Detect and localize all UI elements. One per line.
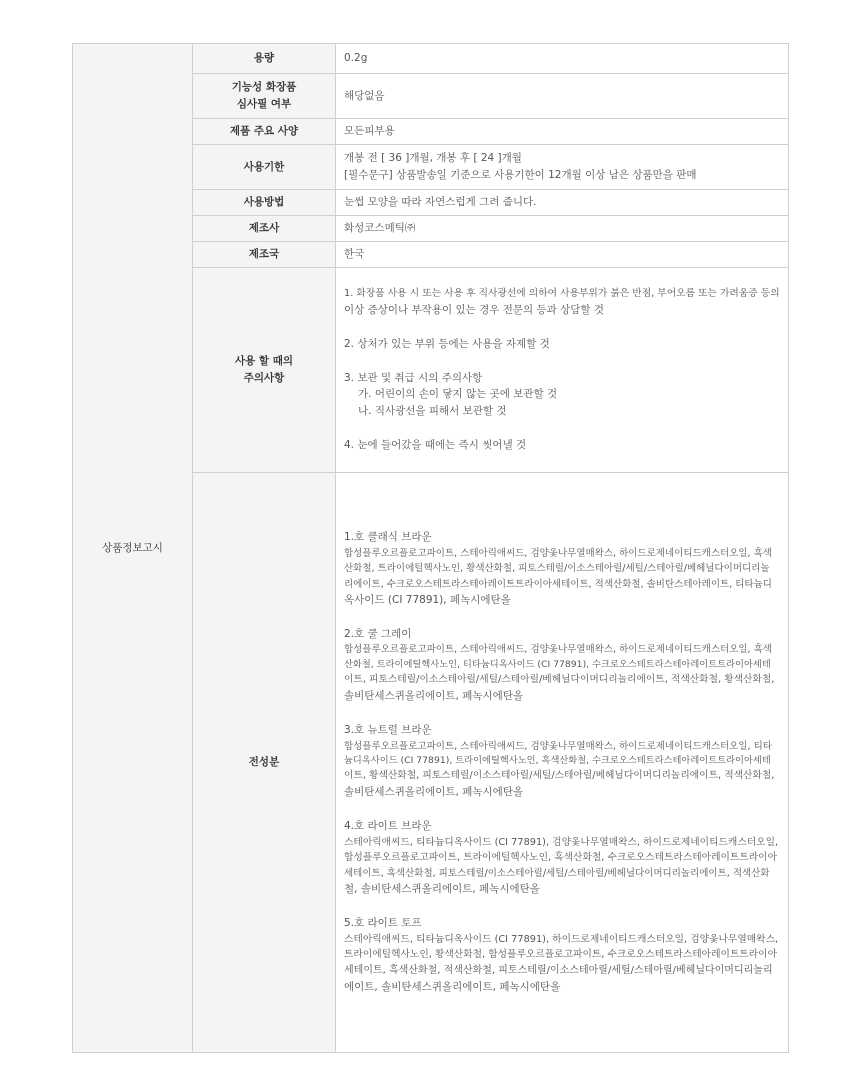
row-value-caution (336, 268, 789, 473)
ingredient-line: 늄디옥사이드 (CI 77891), 트라이에틸헥사노인, 흑색산화철, 수크로오스테트라스테아레이트트라이아세테 (344, 754, 771, 766)
row-label-expiry: 사용기한 (193, 145, 336, 190)
ingredient-group (344, 529, 780, 608)
caution-item-3: 3. 보관 및 취급 시의 주의사항 (344, 371, 483, 384)
expiry-notice-line: [필수문구] 상품발송일 기준으로 사용기한이 12개월 이상 남은 상품만을 판매 (344, 169, 697, 181)
ingredient-line: 트라이에틸헥사노인, 황색산화철, 합성플루오르플로고파이트, 수크로오스테트라스테아레이트트라이아 (344, 949, 778, 961)
caution-item-3b: 나. 직사광선을 피해서 보관할 것 (358, 405, 507, 418)
ingredient-line: 리에이트, 수크로오스테트라스테아레이트트라이아세테이트, 적색산화철, 솔비탄스테아레이트, 티타늄디 (344, 578, 772, 590)
ingredient-group-title: 3.호 뉴트럴 브라운 (344, 723, 432, 736)
row-label-maker: 제조사 (193, 216, 336, 242)
ingredient-line: 스테아릭애씨드, 티타늄디옥사이드 (CI 77891), 검양옻나무열매왁스, 하이드로제네이티드캐스터오일, (344, 836, 779, 848)
ingredient-line: 세테이트, 흑색산화철, 적색산화철, 피토스테릴/이소스테아릴/세틸/스테아릴/베헤닐다이머디리놀리 (344, 964, 773, 976)
ingredient-line: 에이트, 솔비탄세스퀴올리에이트, 페녹시에탄올 (344, 980, 561, 993)
ingredient-group (344, 722, 780, 801)
product-info-table (72, 43, 789, 1053)
row-label-usage: 사용방법 (193, 190, 336, 216)
label-line: 심사필 여부 (236, 98, 292, 110)
ingredient-line: 산화철, 트라이에틸헥사노인, 황색산화철, 피토스테릴/이소스테아릴/세틸/스테아릴/베헤닐다이머디리놀 (344, 563, 770, 575)
row-value-functional: 해당없음 (336, 74, 789, 119)
ingredient-group (344, 915, 780, 996)
ingredient-line: 솔비탄세스퀴올리에이트, 페녹시에탄올 (344, 786, 524, 799)
row-label-caution (193, 268, 336, 473)
row-label-spec: 제품 주요 사양 (193, 119, 336, 145)
ingredient-line: 이트, 황색산화철, 피토스테릴/이소스테아릴/세틸/스테아릴/베헤닐다이머디리놀리에이트, 적색산화철, (344, 770, 775, 782)
caution-item-1-line: 이상 증상이나 부작용이 있는 경우 전문의 등과 상담할 것 (344, 303, 604, 316)
row-label-volume: 용량 (193, 44, 336, 74)
row-label-ingredients: 전성분 (193, 473, 336, 1053)
ingredient-group (344, 626, 780, 705)
ingredient-group-title: 2.호 쿨 그레이 (344, 627, 412, 640)
row-value-volume: 0.2g (336, 44, 789, 74)
ingredient-line: 합성플루오르플로고파이트, 스테아릭애씨드, 검양옻나무열매왁스, 하이드로제네이티드캐스터오일, 흑색 (344, 644, 772, 656)
label-line: 사용 할 때의 (234, 355, 294, 368)
ingredient-line: 옥사이드 (CI 77891), 페녹시에탄올 (344, 593, 511, 606)
caution-item-4: 4. 눈에 들어갔을 때에는 즉시 씻어낼 것 (344, 438, 527, 451)
section-title: 상품정보고시 (73, 44, 193, 1053)
ingredient-group (344, 818, 780, 898)
ingredient-group-title: 5.호 라이트 토프 (344, 916, 422, 929)
ingredient-line: 합성플루오르플로고파이트, 스테아릭애씨드, 검양옻나무열매왁스, 하이드로제네이티드캐스터오일, 흑색 (344, 548, 772, 560)
row-value-maker: 화성코스메틱㈜ (336, 216, 789, 242)
caution-item-2: 2. 상처가 있는 부위 등에는 사용을 자제할 것 (344, 337, 550, 350)
ingredient-line: 산화철, 트라이에틸헥사노인, 티타늄디옥사이드 (CI 77891), 수크로오스테트라스테아레이트트라이아세테 (344, 658, 771, 670)
ingredient-group-title: 1.호 클래식 브라운 (344, 531, 432, 544)
label-line: 주의사항 (243, 372, 285, 384)
expiry-line: 개봉 전 [ 36 ]개월, 개봉 후 [ 24 ]개월 (344, 152, 522, 165)
ingredient-line: 합성플루오르플로고파이트, 스테아릭애씨드, 검양옻나무열매왁스, 하이드로제네이티드캐스터오일, 티타 (344, 740, 772, 752)
label-line: 기능성 화장품 (231, 81, 297, 94)
row-label-country: 제조국 (193, 242, 336, 268)
row-value-country: 한국 (336, 242, 789, 268)
ingredient-line: 스테아릭애씨드, 티타늄디옥사이드 (CI 77891), 하이드로제네이티드캐스터오일, 검양옻나무열매왁스, (344, 933, 779, 945)
caution-item-3a: 가. 어린이의 손이 닿지 않는 곳에 보관할 것 (358, 388, 558, 401)
row-value-ingredients (336, 473, 789, 1053)
ingredient-line: 솔비탄세스퀴올리에이트, 페녹시에탄올 (344, 689, 524, 702)
row-value-usage: 눈썹 모양을 따라 자연스럽게 그려 줍니다. (336, 190, 789, 216)
ingredient-line: 합성플루오르플로고파이트, 트라이에틸헥사노인, 흑색산화철, 수크로오스테트라스테아레이트트라이아 (344, 852, 778, 864)
caution-item-1-line: 1. 화장품 사용 시 또는 사용 후 직사광선에 의하여 사용부위가 붉은 반점, 부어오름 또는 가려움증 등의 (344, 288, 780, 300)
ingredient-line: 세테이트, 흑색산화철, 피토스테릴/이소스테아릴/세틸/스테아릴/베헤닐다이머디리놀리에이트, 적색산화 (344, 867, 770, 879)
ingredient-line: 철, 솔비탄세스퀴올리에이트, 페녹시에탄올 (344, 883, 540, 896)
ingredient-line: 이트, 피토스테릴/이소스테아릴/세틸/스테아릴/베헤닐다이머디리놀리에이트, 적색산화철, 황색산화철, (344, 674, 775, 686)
row-label-functional (193, 74, 336, 119)
row-value-spec: 모든피부용 (336, 119, 789, 145)
ingredient-group-title: 4.호 라이트 브라운 (344, 819, 432, 832)
row-value-expiry (336, 145, 789, 190)
